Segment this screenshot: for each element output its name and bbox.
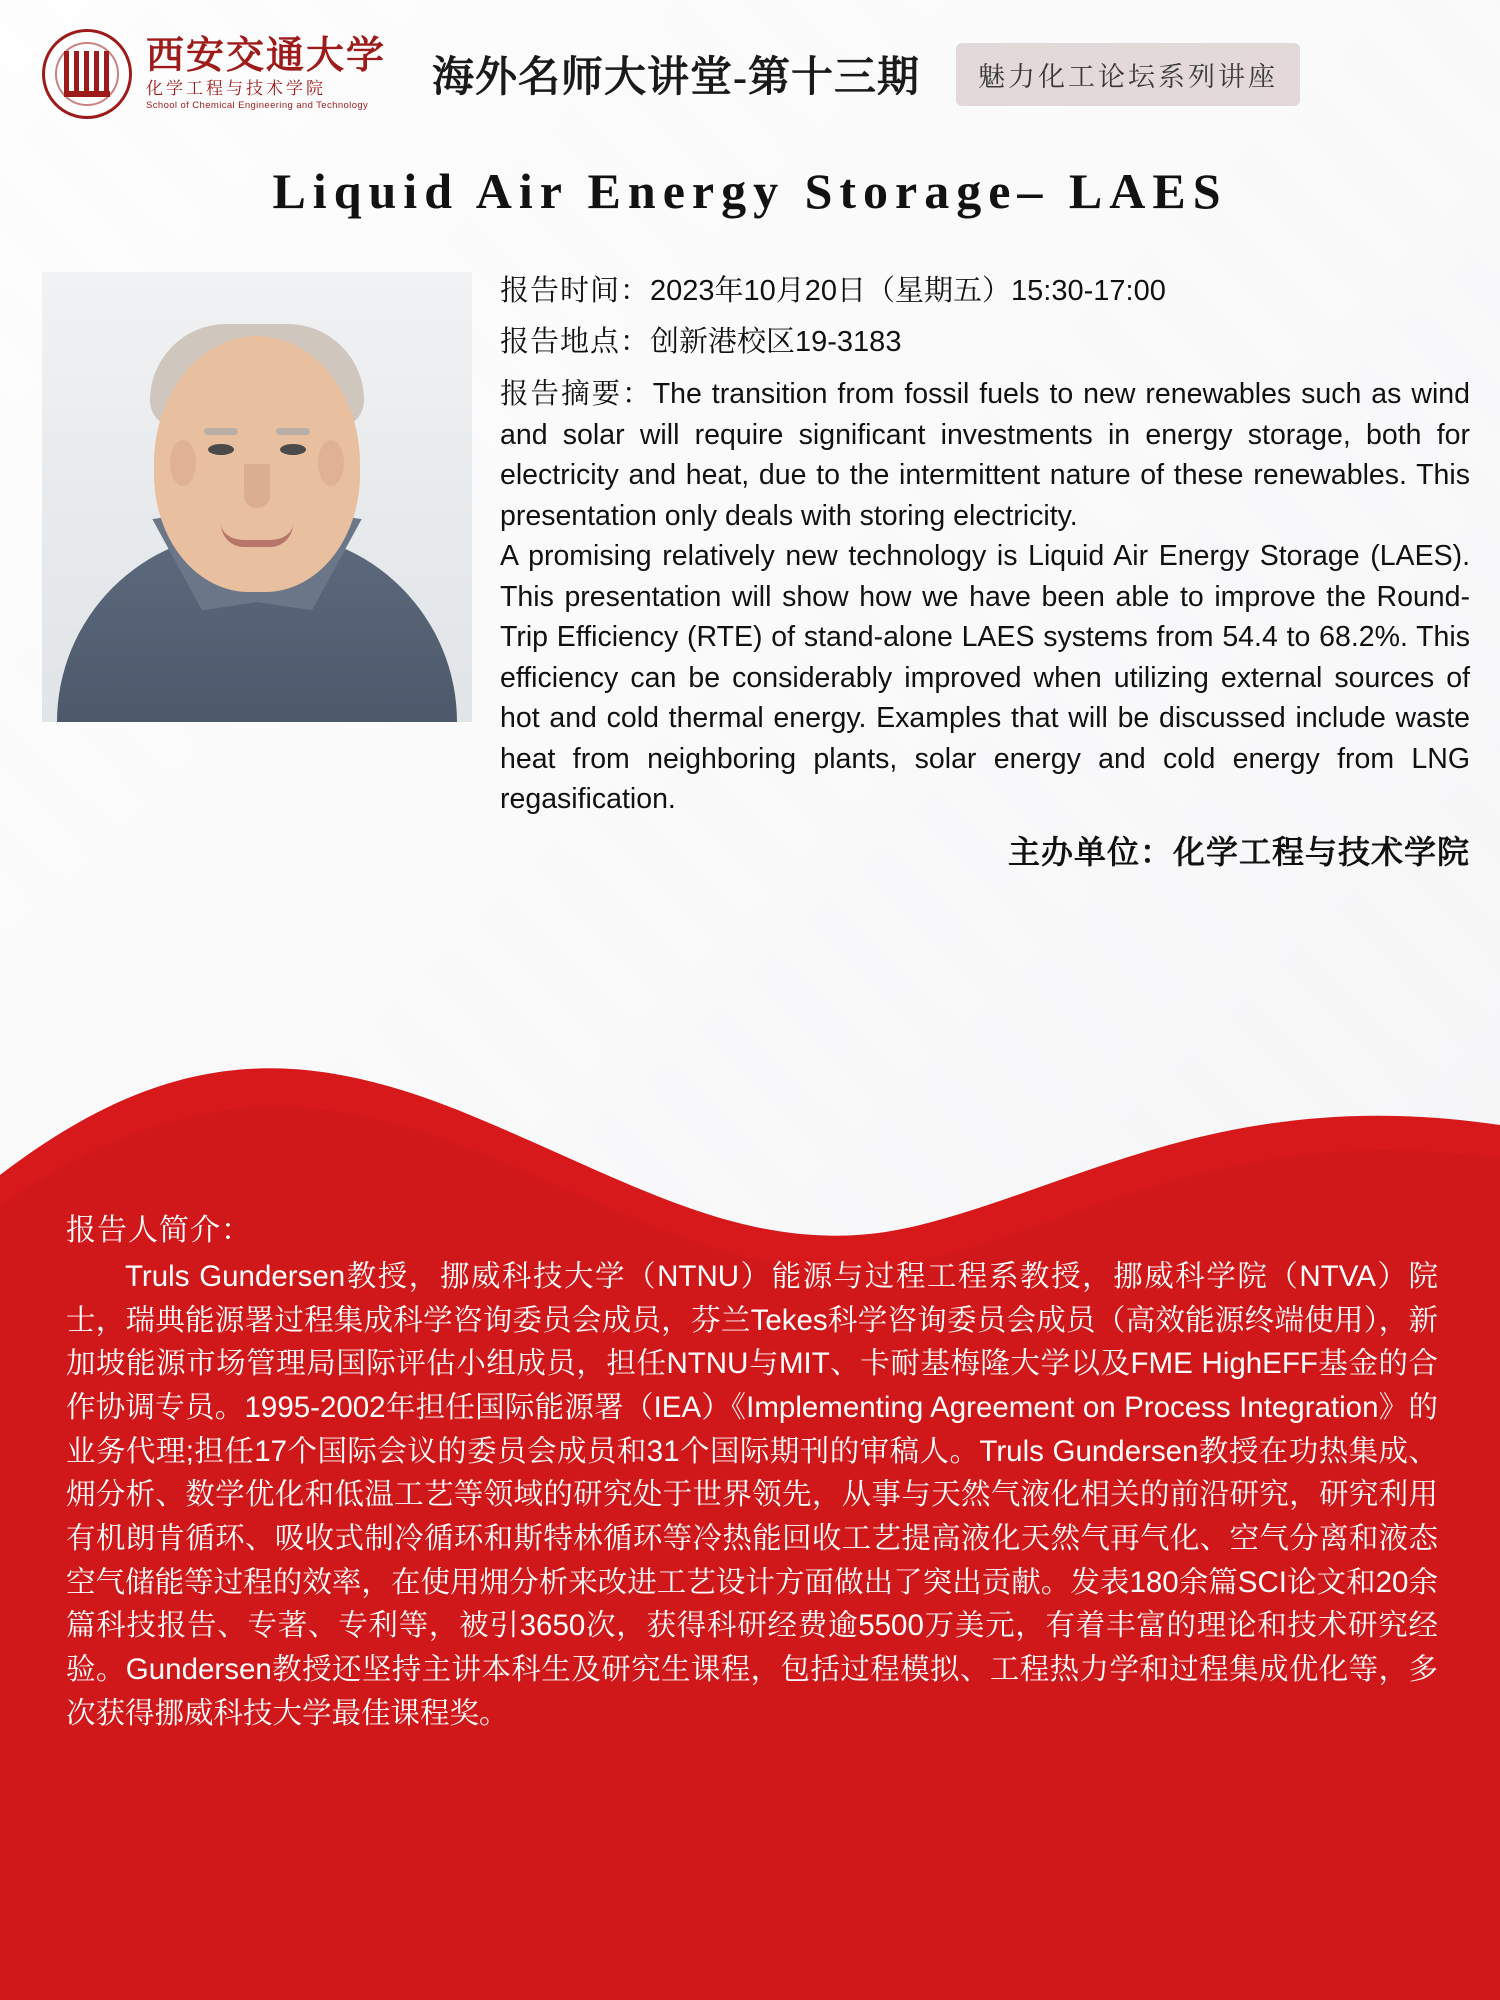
place-label: 报告地点：	[500, 326, 651, 359]
bio-title: 报告人简介：	[66, 1214, 252, 1247]
header-title: 海外名师大讲堂-第十三期	[432, 55, 921, 101]
abstract-label: 报告摘要：	[500, 378, 653, 411]
page-title: Liquid Air Energy Storage– LAES	[272, 163, 1228, 219]
series-badge: 魅力化工论坛系列讲座	[956, 43, 1300, 106]
abstract-paragraph-2: A promising relatively new technology is Liquid Air Energy Storage (LAES). This presentation will show how we have been able to improve the Round-Trip Efficiency (RTE) of stand-alone LAES systems from 54.4 to 68.2%. This efficiency can be considerably improved when utilizing external sources of hot and cold thermal energy. Examples that will be discussed include waste heat from neighboring plants, solar energy and cold energy from LNG regasification.	[500, 540, 1470, 815]
poster-header	[0, 0, 1500, 148]
time-value: 2023年10月20日（星期五）15:30-17:00	[650, 275, 1166, 307]
logo-text-block	[146, 34, 387, 112]
abstract-block	[500, 374, 1470, 819]
lecture-details	[472, 272, 1470, 873]
xjtu-seal-icon	[42, 29, 132, 119]
speaker-portrait	[42, 272, 472, 722]
abstract-text-1: The transition from fossil fuels to new renewables such as wind and solar will require significant investments in energy storage, both for electricity and heat, due to the intermittent nature of these renewables. This presentation only deals with storing electricity.	[500, 378, 1470, 532]
host-organization: 主办单位：化学工程与技术学院	[1007, 834, 1470, 871]
bio-section	[0, 1055, 1500, 2000]
time-label: 报告时间：	[500, 275, 651, 307]
place-row	[500, 323, 1470, 362]
abstract-paragraph-1	[500, 374, 1470, 536]
time-row	[500, 272, 1470, 311]
bio-body: Truls Gundersen教授，挪威科技大学（NTNU）能源与过程工程系教授，挪威科学院（NTVA）院士，瑞典能源署过程集成科学咨询委员会成员，芬兰Tekes科学咨询委员会成员（高效能源终端使用），新加坡能源市场管理局国际评估小组成员，担任NTNU与MIT、卡耐基梅隆大学以及FME HighEFF基金的合作协调专员。1995-2002年担任国际能源署（IEA）《Implementing Agreement on Process Integration》的业务代理;担任17个国际会议的委员会成员和31个国际期刊的审稿人。Truls Gundersen教授在功热集成、㶲分析、数学优化和低温工艺等领域的研究处于世界领先，从事与天然气液化相关的前沿研究，研究利用有机朗肯循环、吸收式制冷循环和斯特林循环等冷热能回收工艺提高液化天然气再气化、空气分离和液态空气储能等过程的效率，在使用㶲分析来改进工艺设计方面做出了突出贡献。发表180余篇SCI论文和20余篇科技报告、专著、专利等，被引3650次，获得科研经费逾5500万美元，有着丰富的理论和技术研究经验。Gundersen教授还坚持主讲本科生及研究生课程，包括过程模拟、工程热力学和过程集成优化等，多次获得挪威科技大学最佳课程奖。	[66, 1260, 1438, 1730]
university-logo	[42, 29, 386, 119]
bio-content	[0, 1055, 1500, 2000]
logo-school-name-cn: 化学工程与技术学院	[146, 78, 326, 98]
logo-university-name: 西安交通大学	[146, 34, 387, 77]
logo-school-name-en: School of Chemical Engineering and Technology	[146, 100, 369, 112]
content-row	[0, 220, 1500, 873]
place-value: 创新港校区19-3183	[650, 326, 902, 359]
